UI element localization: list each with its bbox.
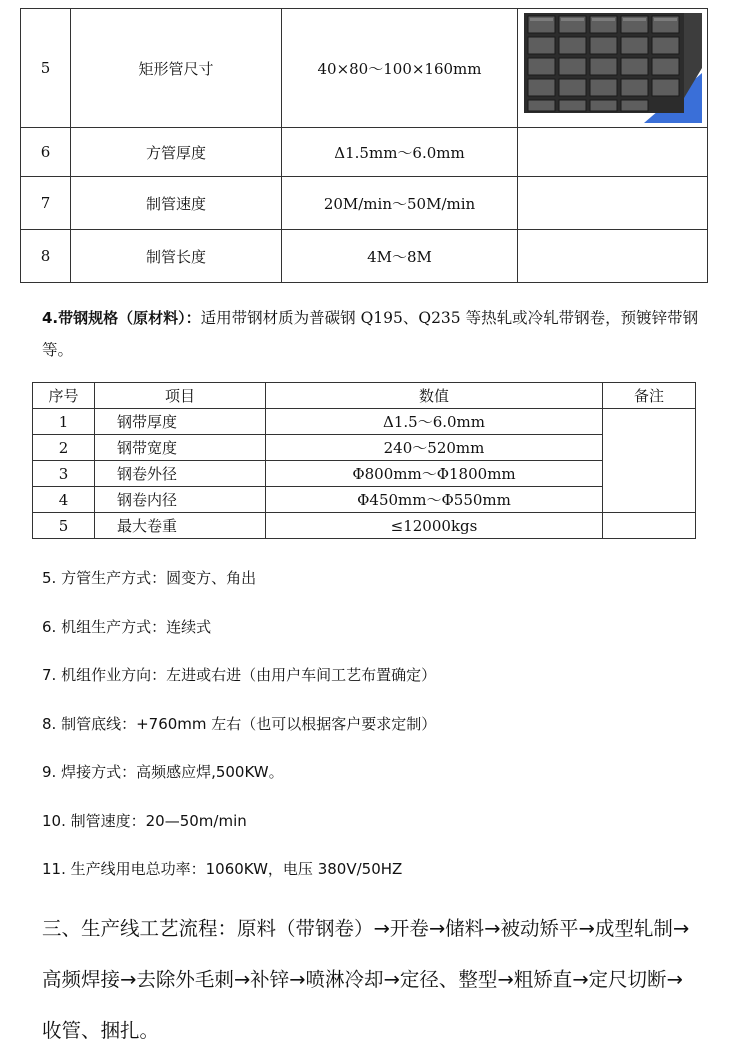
row-value: 4M～8M bbox=[282, 230, 518, 283]
list-item: 9. 焊接方式：高频感应焊,500KW。 bbox=[42, 763, 284, 781]
row-number: 8 bbox=[21, 230, 71, 283]
row-item: 钢卷内径 bbox=[95, 487, 266, 513]
table-header-row bbox=[33, 383, 696, 409]
row-value: Φ450mm～Φ550mm bbox=[266, 487, 603, 513]
row-number: 5 bbox=[33, 513, 95, 539]
strip-spec-label: 4.带钢规格（原材料）： bbox=[42, 309, 201, 327]
row-item: 矩形管尺寸 bbox=[71, 9, 282, 128]
table-row bbox=[21, 177, 708, 230]
spec-list bbox=[42, 566, 702, 906]
row-item: 制管长度 bbox=[71, 230, 282, 283]
table-row bbox=[33, 435, 696, 461]
row-value: Δ1.5mm～6.0mm bbox=[282, 128, 518, 177]
strip-spec-paragraph bbox=[42, 302, 702, 366]
spec-table-pipe bbox=[20, 8, 708, 283]
row-number: 7 bbox=[21, 177, 71, 230]
row-item: 最大卷重 bbox=[95, 513, 266, 539]
row-item: 方管厚度 bbox=[71, 128, 282, 177]
table-row bbox=[33, 487, 696, 513]
row-value: 240～520mm bbox=[266, 435, 603, 461]
table-row bbox=[33, 513, 696, 539]
row-item: 制管速度 bbox=[71, 177, 282, 230]
header-no: 序号 bbox=[33, 383, 95, 409]
row-note bbox=[518, 177, 708, 230]
row-note bbox=[518, 128, 708, 177]
pipe-image-cell bbox=[518, 9, 708, 128]
table-row bbox=[33, 409, 696, 435]
list-item: 10. 制管速度：20—50m/min bbox=[42, 811, 247, 830]
note-cell bbox=[603, 409, 696, 513]
table-row bbox=[21, 230, 708, 283]
row-item: 钢带宽度 bbox=[95, 435, 266, 461]
row-note bbox=[518, 230, 708, 283]
row-number: 4 bbox=[33, 487, 95, 513]
row-number: 5 bbox=[21, 9, 71, 128]
list-item: 6. 机组生产方式：连续式 bbox=[42, 617, 212, 636]
row-number: 1 bbox=[33, 409, 95, 435]
note-cell-empty bbox=[603, 513, 696, 539]
table-row bbox=[33, 461, 696, 487]
list-item: 7. 机组作业方向：左进或右进（由用户车间工艺布置确定） bbox=[42, 666, 437, 684]
strip-steel-table bbox=[32, 382, 696, 539]
header-note: 备注 bbox=[603, 383, 696, 409]
row-number: 2 bbox=[33, 435, 95, 461]
strip-spec-text: 适用带钢材质为普碳钢 Q195、Q235 等热轧或冷轧带钢卷，预镀锌带钢等。 bbox=[42, 309, 699, 359]
row-value: Δ1.5～6.0mm bbox=[266, 409, 603, 435]
list-item: 5. 方管生产方式：圆变方、角出 bbox=[42, 569, 257, 587]
row-value: 40×80～100×160mm bbox=[282, 9, 518, 128]
row-value: 20M/min～50M/min bbox=[282, 177, 518, 230]
rectangular-pipes-image bbox=[524, 13, 702, 123]
process-flow-paragraph: 三、生产线工艺流程：原料（带钢卷）→开卷→储料→被动矫平→成型轧制→高频焊接→去除外毛刺→补锌→喷淋冷却→定径、整型→粗矫直→定尺切断→收管、捆扎。 bbox=[42, 917, 690, 1042]
header-value: 数值 bbox=[266, 383, 603, 409]
row-number: 3 bbox=[33, 461, 95, 487]
row-number: 6 bbox=[21, 128, 71, 177]
row-item: 钢带厚度 bbox=[95, 409, 266, 435]
row-value: Φ800mm～Φ1800mm bbox=[266, 461, 603, 487]
table-row bbox=[21, 128, 708, 177]
row-item: 钢卷外径 bbox=[95, 461, 266, 487]
table-row bbox=[21, 9, 708, 128]
row-value: ≤12000kgs bbox=[266, 513, 603, 539]
list-item: 8. 制管底线：+760mm 左右（也可以根据客户要求定制） bbox=[42, 714, 437, 733]
list-item: 11. 生产线用电总功率：1060KW，电压 380V/50HZ bbox=[42, 860, 403, 878]
header-item: 项目 bbox=[95, 383, 266, 409]
